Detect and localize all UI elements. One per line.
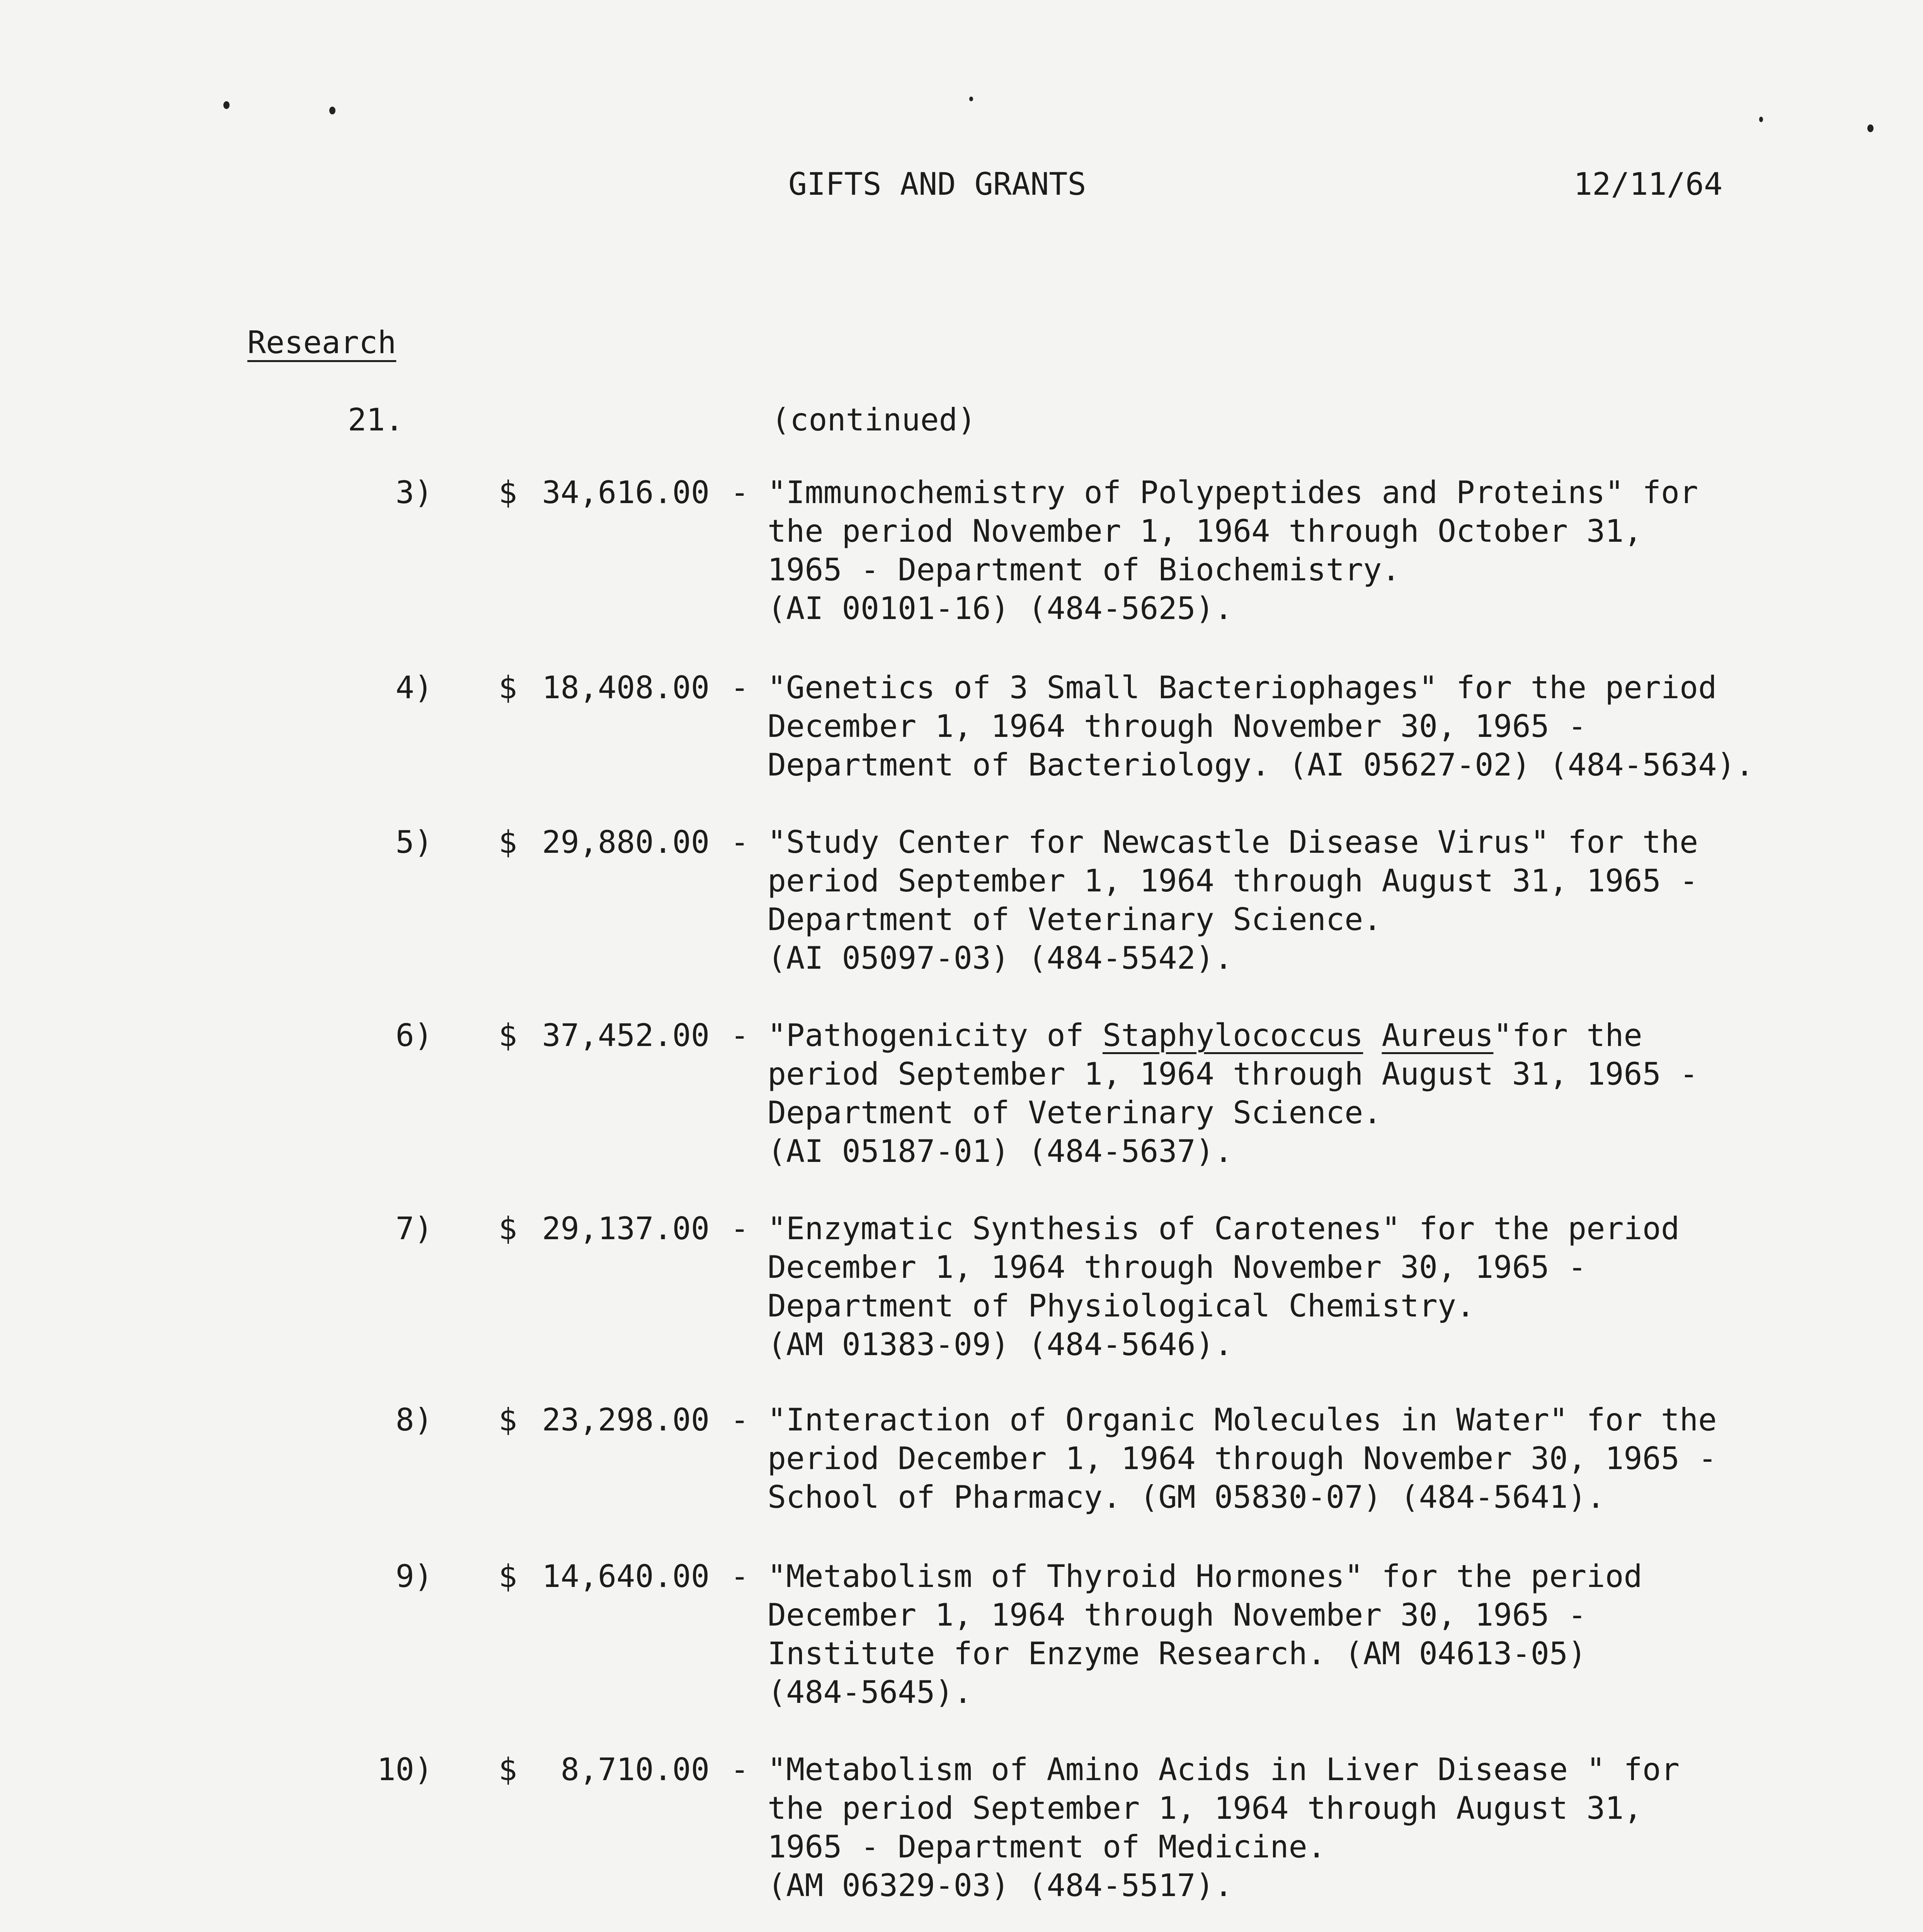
- scan-speck: [329, 107, 335, 114]
- separator-dash: -: [730, 1558, 749, 1594]
- grant-amount: 34,616.00: [542, 474, 710, 510]
- continued-label: (continued): [771, 402, 976, 438]
- separator-dash: -: [730, 1402, 749, 1438]
- scan-speck: [223, 101, 230, 109]
- separator-dash: -: [730, 1211, 749, 1247]
- section-heading: Research: [247, 325, 397, 361]
- currency-symbol: $: [499, 1017, 517, 1053]
- entry-number: 10): [377, 1752, 433, 1787]
- entry-number: 4): [395, 670, 433, 706]
- entry-number: 7): [395, 1211, 433, 1247]
- grant-description: "Study Center for Newcastle Disease Virus" for the period September 1, 1964 through August 31, 1965 - Department of Veterinary Science. (AI 05097-03) (484-5542).: [767, 824, 1698, 976]
- grant-description: "Metabolism of Thyroid Hormones" for the period December 1, 1964 through November 30, 1965 - Institute for Enzyme Research. (AM 04613-05) (484-5645).: [767, 1558, 1642, 1710]
- currency-symbol: $: [499, 670, 517, 706]
- scan-speck: [1759, 117, 1763, 122]
- species-genus: Staphylococcus: [1102, 1017, 1363, 1053]
- grant-description: "Enzymatic Synthesis of Carotenes" for the period December 1, 1964 through November 30, 1965 - Department of Physiological Chemistry. (AM 01383-09) (484-5646).: [767, 1211, 1680, 1362]
- item-number: 21.: [348, 402, 404, 438]
- currency-symbol: $: [499, 1402, 517, 1438]
- grant-amount: 14,640.00: [542, 1558, 710, 1594]
- grant-amount: 8,710.00: [560, 1752, 710, 1787]
- grant-amount: 29,137.00: [542, 1211, 710, 1247]
- grant-amount: 18,408.00: [542, 670, 710, 706]
- entry-number: 3): [395, 474, 433, 510]
- grant-description: "Interaction of Organic Molecules in Water" for the period December 1, 1964 through November 30, 1965 - School of Pharmacy. (GM 05830-07) (484-5641).: [767, 1402, 1717, 1515]
- grant-amount: 29,880.00: [542, 824, 710, 860]
- currency-symbol: $: [499, 1211, 517, 1247]
- currency-symbol: $: [499, 1752, 517, 1787]
- entry-number: 9): [395, 1558, 433, 1594]
- entry-number: 5): [395, 824, 433, 860]
- separator-dash: -: [730, 824, 749, 860]
- currency-symbol: $: [499, 1558, 517, 1594]
- grant-description: "Metabolism of Amino Acids in Liver Disease " for the period September 1, 1964 through August 31, 1965 - Department of Medicine. (AM 06329-03) (484-5517).: [767, 1752, 1680, 1903]
- description-text: "for the period September 1, 1964 through August 31, 1965 - Department of Veterinary Science. (AI 05187-01) (484-5637).: [767, 1017, 1698, 1169]
- currency-symbol: $: [499, 474, 517, 510]
- separator-dash: -: [730, 1017, 749, 1053]
- grant-description: "Immunochemistry of Polypeptides and Proteins" for the period November 1, 1964 through October 31, 1965 - Department of Biochemistry. (AI 00101-16) (484-5625).: [767, 474, 1698, 626]
- species-name: Aureus: [1382, 1017, 1494, 1053]
- separator-dash: -: [730, 1752, 749, 1787]
- description-space: [1363, 1017, 1382, 1053]
- scan-speck: [1867, 124, 1874, 132]
- entry-number: 8): [395, 1402, 433, 1438]
- grant-description: "Genetics of 3 Small Bacteriophages" for the period December 1, 1964 through November 30, 1965 - Department of Bacteriology. (AI 05627-02) (484-5634).: [767, 670, 1754, 783]
- entry-number: 6): [395, 1017, 433, 1053]
- currency-symbol: $: [499, 824, 517, 860]
- header-date: 12/11/64: [1574, 166, 1723, 202]
- separator-dash: -: [730, 474, 749, 510]
- grant-amount: 23,298.00: [542, 1402, 710, 1438]
- description-text: "Pathogenicity of: [767, 1017, 1103, 1053]
- page-title: GIFTS AND GRANTS: [788, 166, 1086, 202]
- separator-dash: -: [730, 670, 749, 706]
- scan-speck: [969, 97, 973, 101]
- grant-description: [767, 1016, 1834, 1171]
- grant-amount: 37,452.00: [542, 1017, 710, 1053]
